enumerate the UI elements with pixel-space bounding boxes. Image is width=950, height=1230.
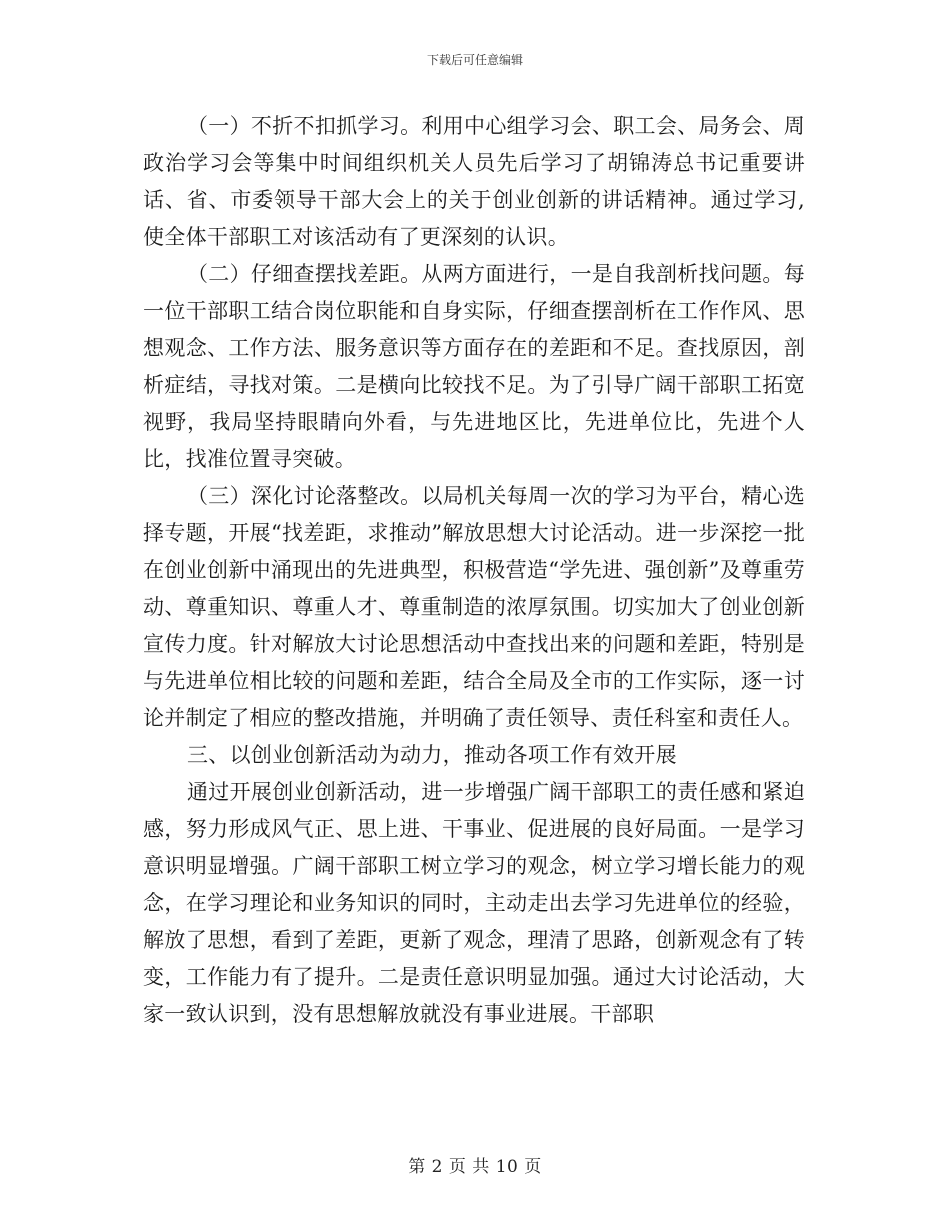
page-header-note: 下载后可任意编辑 xyxy=(426,53,523,67)
paragraph-find-gaps: （二）仔细查摆找差距。从两方面进行，一是自我剖析找问题。每一位干部职工结合岗位职能和自身实际，仔细查摆剖析在工作作风、思想观念、工作方法、服务意识等方面存在的差距和不足。查找原因，剖析症结，寻找对策。二是横向比较找不足。为了引导广阔干部职工拓宽视野，我局坚持眼睛向外看，与先进地区比，先进单位比，先进个人比，找准位置寻突破。 xyxy=(143,262,805,471)
page-number-footer: 第 2 页 共 10 页 xyxy=(408,1157,542,1177)
document-body xyxy=(143,108,805,1033)
paragraph-discussion-rectification: （三）深化讨论落整改。以局机关每周一次的学习为平台，精心选择专题，开展“找差距，求推动”解放思想大讨论活动。进一步深挖一批在创业创新中涌现出的先进典型，积极营造“学先进、强创新”及尊重劳动、尊重知识、尊重人才、尊重制造的浓厚氛围。切实加大了创业创新宣传力度。针对解放大讨论思想活动中查找出来的问题和差距，特别是与先进单位相比较的问题和差距，结合全局及全市的工作实际，逐一讨论并制定了相应的整改措施，并明确了责任领导、责任科室和责任人。 xyxy=(143,484,805,730)
section-heading-three: 三、以创业创新活动为动力，推动各项工作有效开展 xyxy=(187,743,677,767)
paragraph-study: （一）不折不扣抓学习。利用中心组学习会、职工会、局务会、周政治学习会等集中时间组织机关人员先后学习了胡锦涛总书记重要讲话、省、市委领导干部大会上的关于创业创新的讲话精神。通过学习,使全体干部职工对该活动有了更深刻的认识。 xyxy=(143,114,805,249)
paragraph-results: 通过开展创业创新活动，进一步增强广阔干部职工的责任感和紧迫感，努力形成风气正、思上进、干事业、促进展的良好局面。一是学习意识明显增强。广阔干部职工树立学习的观念，树立学习增长能力的观念，在学习理论和业务知识的同时，主动走出去学习先进单位的经验，解放了思想，看到了差距，更新了观念，理清了思路，创新观念有了转变，工作能力有了提升。二是责任意识明显加强。通过大讨论活动，大家一致认识到，没有思想解放就没有事业进展。干部职 xyxy=(143,780,805,1026)
